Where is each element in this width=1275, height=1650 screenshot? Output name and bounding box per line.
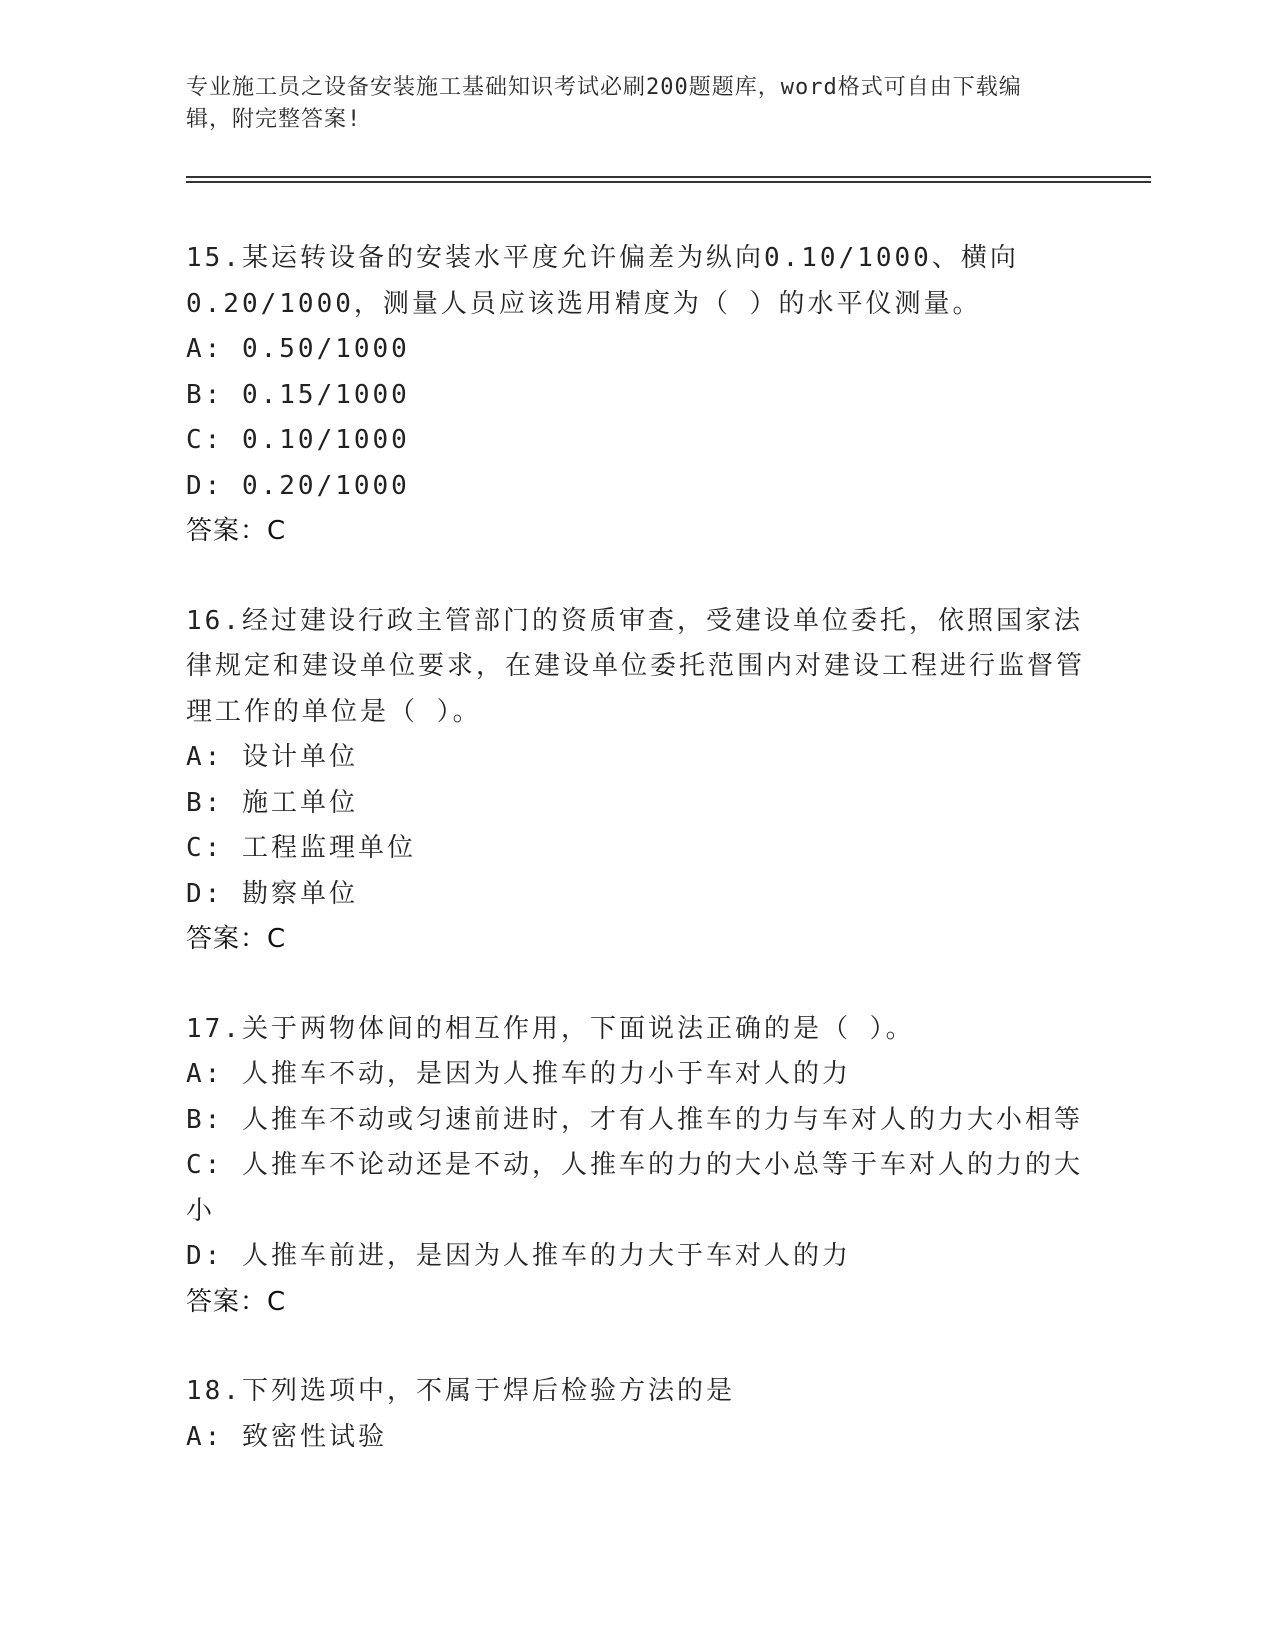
option-d: D: 人推车前进，是因为人推车的力大于车对人的力 [186, 1241, 851, 1271]
option-b: B: 人推车不动或匀速前进时，才有人推车的力与车对人的力大小相等 [186, 1104, 1083, 1135]
option-c: C: 人推车不论动还是不动，人推车的力的大小总等于车对人的力的大小 [186, 1150, 1083, 1226]
option-c: C: 工程监理单位 [186, 833, 416, 863]
question-list [186, 236, 1086, 1504]
document-header: 专业施工员之设备安装施工基础知识考试必刷200题题库，word格式可自由下载编辑，附完整答案! [186, 75, 1022, 132]
option-a: A: 0.50/1000 [186, 334, 410, 364]
option-b: B: 0.15/1000 [186, 379, 410, 410]
option-b: B: 施工单位 [186, 787, 358, 818]
answer-line: 答案：C [186, 924, 287, 954]
option-a: A: 设计单位 [186, 742, 358, 772]
answer-line: 答案：C [186, 516, 287, 546]
answer-line: 答案：C [186, 1286, 287, 1317]
option-a: A: 人推车不动，是因为人推车的力小于车对人的力 [186, 1059, 851, 1089]
option-a: A: 致密性试验 [186, 1421, 387, 1452]
question-16 [186, 599, 1086, 963]
question-stem: 17.关于两物体间的相互作用，下面说法正确的是（ ）。 [186, 1013, 915, 1044]
question-stem: 18.下列选项中，不属于焊后检验方法的是 [186, 1376, 735, 1406]
question-18 [186, 1369, 1086, 1460]
header-divider-top [186, 176, 1151, 178]
option-d: D: 0.20/1000 [186, 470, 410, 501]
header-divider-bottom [186, 181, 1151, 183]
question-stem: 16.经过建设行政主管部门的资质审查，受建设单位委托，依照国家法律规定和建设单位要求，在建设单位委托范围内对建设工程进行监督管理工作的单位是（ ）。 [186, 605, 1086, 727]
option-d: D: 勘察单位 [186, 878, 358, 909]
question-15 [186, 236, 1086, 555]
question-stem: 15.某运转设备的安装水平度允许偏差为纵向0.10/1000、横向0.20/1000，测量人员应该选用精度为（ ）的水平仪测量。 [186, 243, 1019, 319]
option-c: C: 0.10/1000 [186, 425, 410, 455]
question-17 [186, 1007, 1086, 1326]
